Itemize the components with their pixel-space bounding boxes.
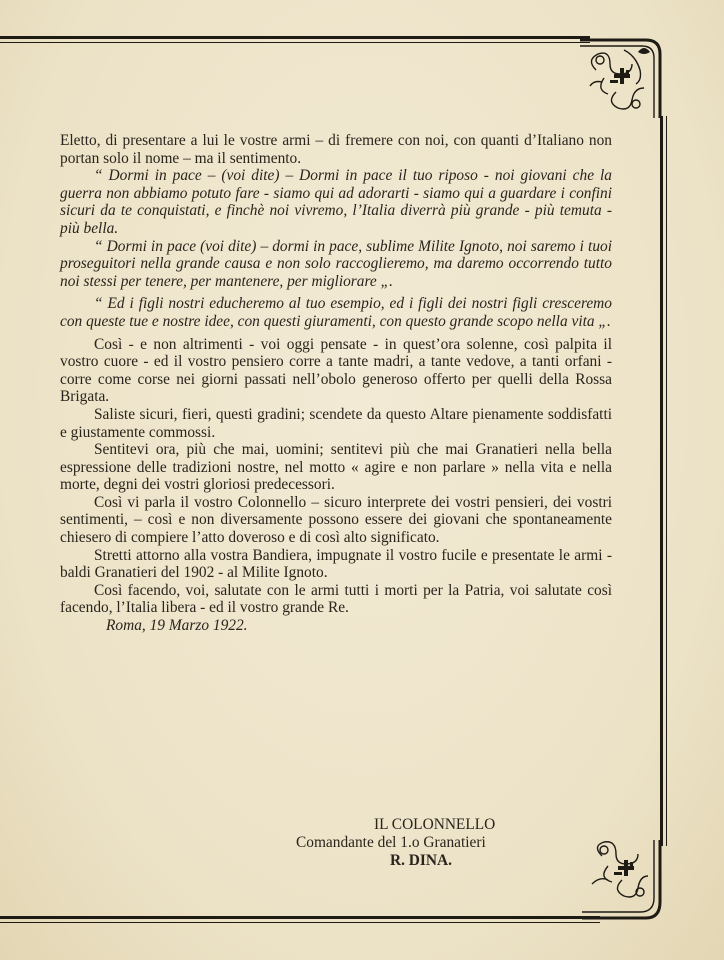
letter-paragraph: Così vi parla il vostro Colonnello – sicuro interprete dei vostri pensieri, dei vostri sentimenti, – così e non diversamente possono essere dei giovani che spontaneamente chiesero di compiere l’atto doveroso e di così alto significato. bbox=[60, 493, 612, 547]
signature-subtitle: Comandante del 1.o Granatieri bbox=[296, 834, 486, 851]
letter-body bbox=[60, 132, 612, 635]
letter-paragraph: Saliste sicuri, fieri, questi gradini; scendete da questo Altare pienamente soddisfatti e giustamente commossi. bbox=[60, 405, 612, 441]
signature-title: IL COLONNELLO bbox=[374, 816, 496, 833]
right-border-thin-rule bbox=[666, 116, 667, 846]
letter-paragraph: Stretti attorno alla vostra Bandiera, impugnate il vostro fucile e presentate le armi - baldi Granatieri del 1902 - al Milite Ignoto. bbox=[60, 546, 612, 582]
top-border-rule bbox=[0, 36, 590, 39]
ornament-corner-icon bbox=[576, 30, 666, 122]
ornament-corner-icon bbox=[582, 836, 672, 928]
signature-name: R. DINA. bbox=[390, 852, 452, 869]
letter-paragraph: “ Ed i figli nostri educheremo al tuo esempio, ed i figli dei nostri figli cresceremo con queste tue e nostre idee, con questi giuramenti, con questo grande scopo nella vita „. bbox=[60, 295, 612, 330]
letter-paragraph: Eletto, di presentare a lui le vostre armi – di fremere con noi, con quanti d’Italiano non portan solo il nome – ma il sentimento. bbox=[60, 132, 612, 167]
bottom-border-rule bbox=[0, 916, 600, 919]
letter-date: Roma, 19 Marzo 1922. bbox=[106, 617, 248, 635]
letter-paragraph: Così - e non altrimenti - voi oggi pensate - in quest’ora solenne, così palpita il vostro cuore - ed il vostro pensiero corre a tante madri, a tante vedove, a tanti orfani - corre come corse nei giorni passati nell’obolo generoso offerto per quelli della Rossa Brigata. bbox=[60, 335, 612, 406]
letter-paragraph: “ Dormi in pace – (voi dite) – Dormi in pace il tuo riposo - noi giovani che la guerra non abbiamo potuto fare - siamo qui ad adorarti - siamo qui a guardare i confini sicuri da te conquistati, e finchè noi vivremo, l’Italia diverrà più grande - più temuta - più bella. bbox=[60, 167, 612, 237]
bottom-border-thin-rule bbox=[0, 922, 600, 923]
letter-paragraph: Sentitevi ora, più che mai, uomini; sentitevi più che mai Granatieri nella bella espressione delle tradizioni nostre, nel motto « agire e non parlare » nella vita e nella morte, degni dei vostri gloriosi predecessori. bbox=[60, 441, 612, 494]
letter-paragraph: Così facendo, voi, salutate con le armi tutti i morti per la Patria, voi salutate così facendo, l’Italia libera - ed il vostro grande Re. bbox=[60, 581, 612, 617]
signature-block bbox=[280, 816, 580, 870]
letter-paragraph: “ Dormi in pace (voi dite) – dormi in pace, sublime Milite Ignoto, noi saremo i tuoi proseguitori nella grande causa e non solo raccoglieremo, ma daremo occorrendo tutto noi stessi per tenere, per mantenere, per migliorare „. bbox=[60, 237, 612, 290]
top-border-thin-rule bbox=[0, 42, 590, 43]
right-border-rule bbox=[660, 116, 663, 846]
